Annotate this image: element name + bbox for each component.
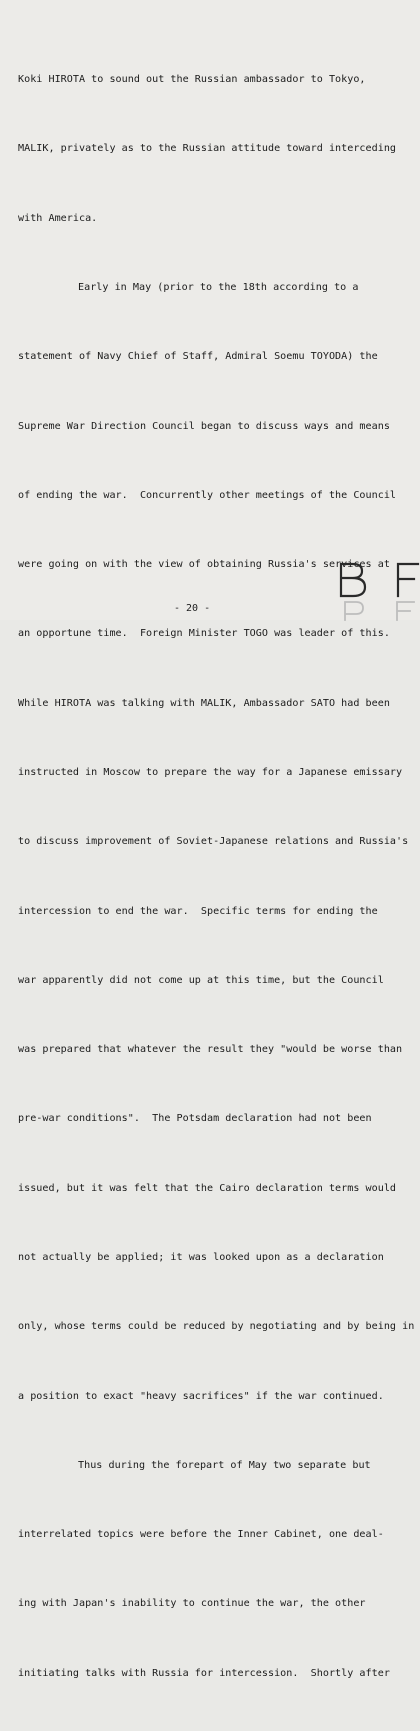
text-line: initiating talks with Russia for intercession. Shortly after	[18, 1667, 390, 1679]
text-line: of ending the war. Concurrently other meetings of the Council	[18, 489, 397, 501]
paragraph-start: Thus during the forepart of May two separate but	[78, 1459, 371, 1471]
text-line: intercession to end the war. Specific terms for ending the	[18, 905, 378, 917]
text-line	[18, 1454, 410, 1477]
text-line: MALIK, privately as to the Russian attitude toward interceding	[18, 143, 397, 155]
text-line: only, whose terms could be reduced by negotiating and by being in	[18, 1321, 415, 1333]
text-line: statement of Navy Chief of Staff, Admiral Soemu TOYODA) the	[18, 351, 378, 363]
text-line: pre-war conditions". The Potsdam declaration had not been	[18, 1113, 372, 1125]
text-line: with America.	[18, 212, 98, 224]
text-line: ing with Japan's inability to continue the war, the other	[18, 1598, 366, 1610]
text-line: war apparently did not come up at this time, but the Council	[18, 974, 384, 986]
text-line: issued, but it was felt that the Cairo declaration terms would	[18, 1182, 397, 1194]
text-line: an opportune time. Foreign Minister TOGO was leader of this.	[18, 628, 390, 640]
text-line: was prepared that whatever the result they "would be worse than	[18, 1044, 403, 1056]
page-number: - 20 -	[174, 603, 211, 614]
text-line: were going on with the view of obtaining Russia's services at	[18, 559, 390, 571]
text-line: Supreme War Direction Council began to discuss ways and means	[18, 420, 390, 432]
text-line: not actually be applied; it was looked upon as a declaration	[18, 1251, 384, 1263]
text-line: to discuss improvement of Soviet-Japanese relations and Russia's	[18, 836, 409, 848]
text-line: instructed in Moscow to prepare the way for a Japanese emissary	[18, 767, 403, 778]
text-line: While HIROTA was talking with MALIK, Ambassador SATO had been	[18, 697, 390, 709]
text-line: Koki HIROTA to sound out the Russian ambassador to Tokyo,	[18, 74, 366, 86]
text-line: interrelated topics were before the Inner Cabinet, one deal-	[18, 1529, 384, 1541]
paragraph-start: Early in May (prior to the 18th according to a	[78, 282, 359, 294]
body-text	[18, 22, 415, 1731]
text-line	[18, 276, 410, 299]
text-line: a position to exact "heavy sacrifices" if the war continued.	[18, 1390, 384, 1402]
